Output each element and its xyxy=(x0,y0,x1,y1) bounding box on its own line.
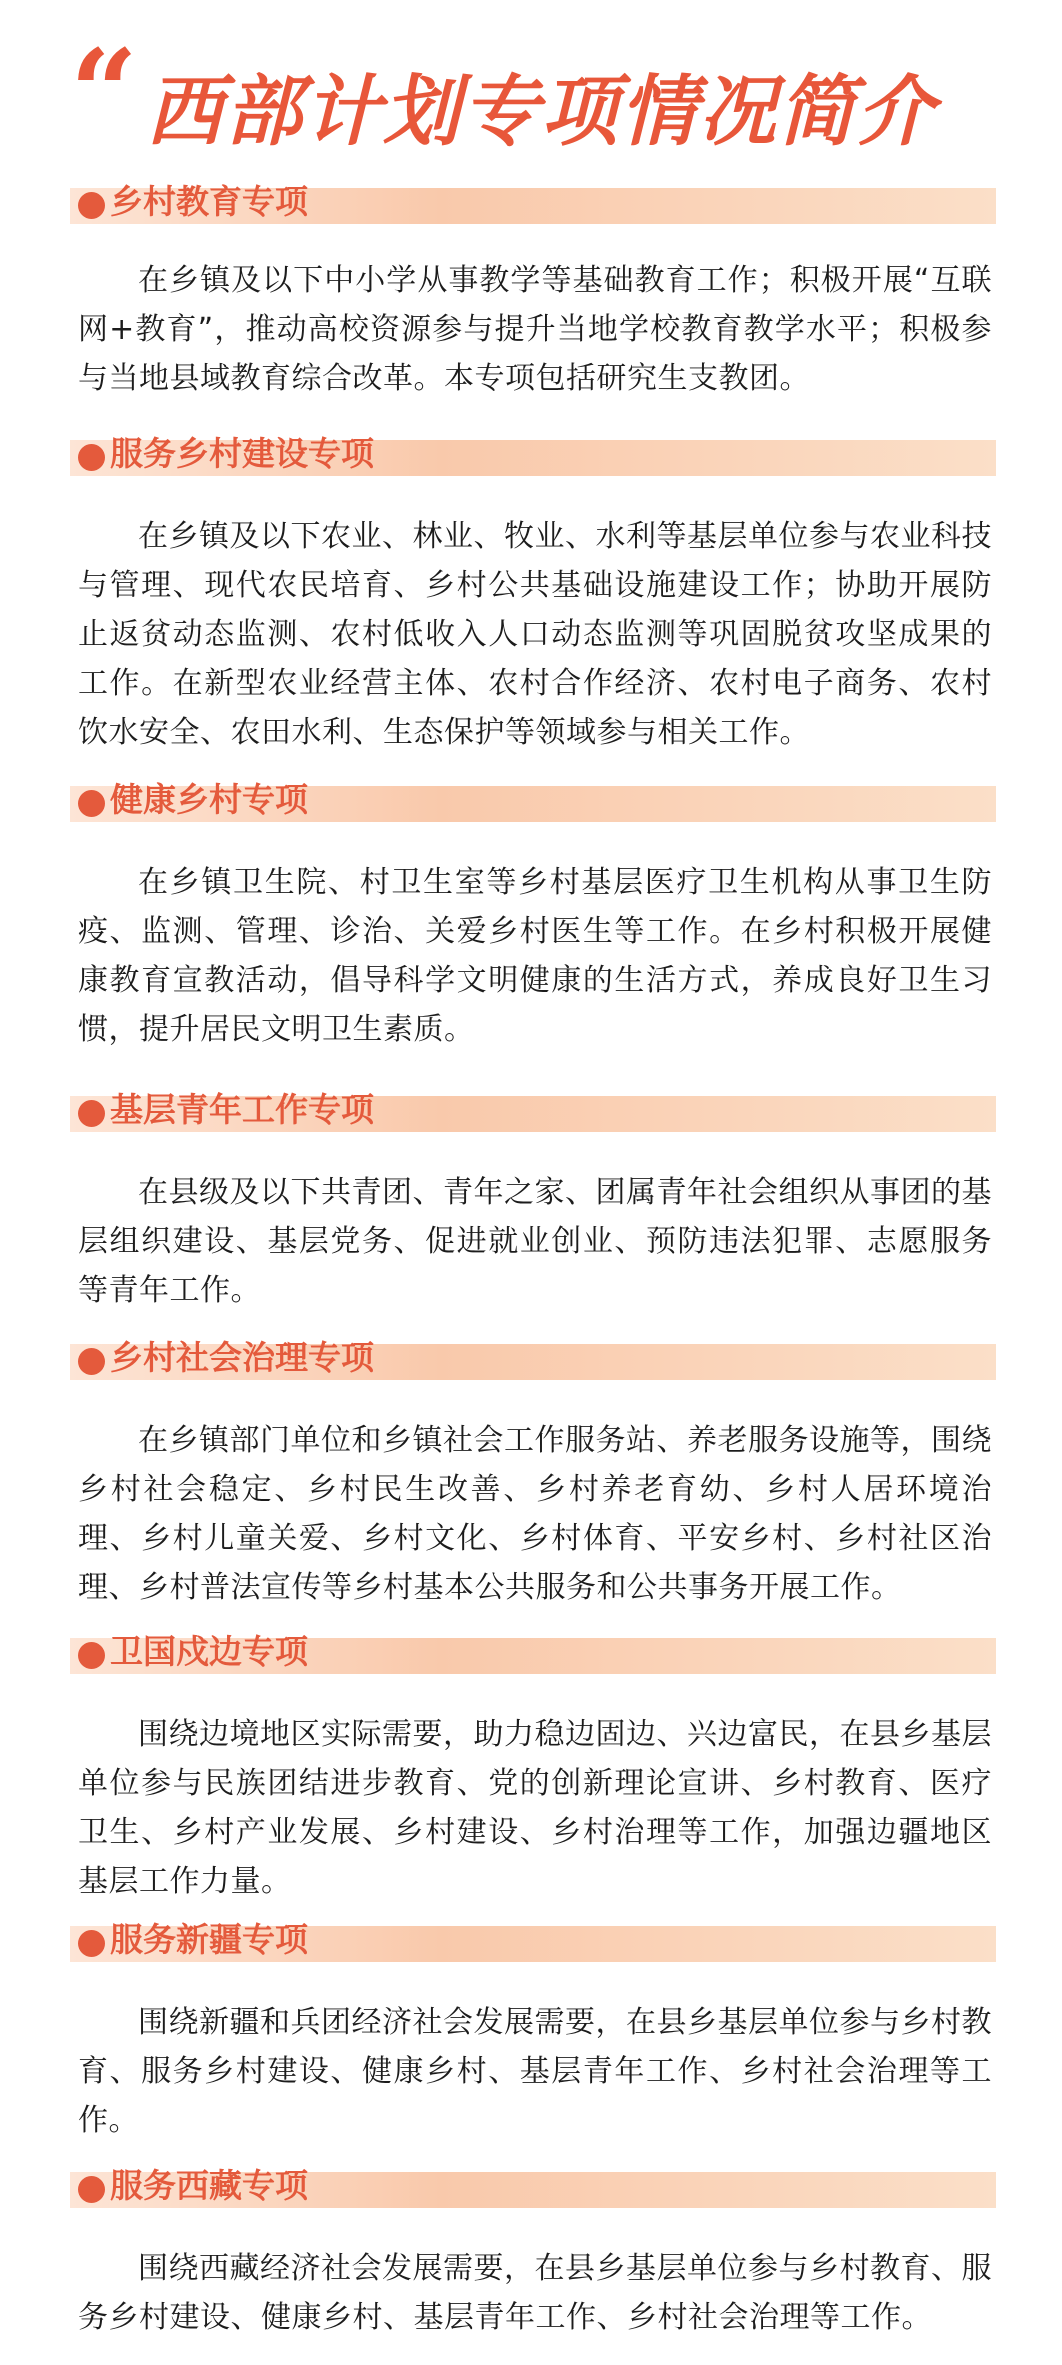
bullet-dot-icon xyxy=(78,2176,105,2203)
section-header xyxy=(0,778,1062,822)
section-heading: 基层青年工作专项 xyxy=(110,1090,374,1129)
title-block xyxy=(70,23,936,168)
section-border-defense xyxy=(0,1630,1062,1899)
section-youth-work xyxy=(0,1088,1062,1308)
bullet-dot-icon xyxy=(78,790,105,817)
section-heading: 服务乡村建设专项 xyxy=(110,434,374,473)
section-heading: 服务西藏专项 xyxy=(110,2166,308,2205)
bullet-dot-icon xyxy=(78,192,105,219)
section-social-governance xyxy=(0,1336,1062,1605)
section-body: 围绕西藏经济社会发展需要，在县乡基层单位参与乡村教育、服务乡村建设、健康乡村、基层青年工作、乡村社会治理等工作。 xyxy=(78,2251,992,2335)
section-header xyxy=(0,1630,1062,1674)
section-header xyxy=(0,1918,1062,1962)
section-body: 在乡镇及以下农业、林业、牧业、水利等基层单位参与农业科技与管理、现代农民培育、乡村公共基础设施建设工作；协助开展防止返贫动态监测、农村低收入人口动态监测等巩固脱贫攻坚成果的工作。在新型农业经营主体、农村合作经济、农村电子商务、农村饮水安全、农田水利、生态保护等领域参与相关工作。 xyxy=(78,519,992,750)
section-body: 在乡镇及以下中小学从事教学等基础教育工作；积极开展“互联网+教育”，推动高校资源参与提升当地学校教育教学水平；积极参与当地县域教育综合改革。本专项包括研究生支教团。 xyxy=(78,263,992,396)
quote-mark-icon: “ xyxy=(70,23,138,162)
section-body: 围绕边境地区实际需要，助力稳边固边、兴边富民，在县乡基层单位参与民族团结进步教育、党的创新理论宣讲、乡村教育、医疗卫生、乡村产业发展、乡村建设、乡村治理等工作，加强边疆地区基层工作力量。 xyxy=(78,1717,992,1899)
section-rural-construction xyxy=(0,432,1062,750)
page-title: 西部计划专项情况简介 xyxy=(145,68,936,157)
section-heading: 乡村社会治理专项 xyxy=(110,1338,374,1377)
bullet-dot-icon xyxy=(78,1348,105,1375)
section-xinjiang xyxy=(0,1918,1062,2138)
section-header xyxy=(0,2164,1062,2208)
section-header xyxy=(0,1336,1062,1380)
section-body: 在乡镇卫生院、村卫生室等乡村基层医疗卫生机构从事卫生防疫、监测、管理、诊治、关爱乡村医生等工作。在乡村积极开展健康教育宣教活动，倡导科学文明健康的生活方式，养成良好卫生习惯，提升居民文明卫生素质。 xyxy=(78,865,992,1047)
section-tibet xyxy=(0,2164,1062,2335)
section-heading: 健康乡村专项 xyxy=(110,780,308,819)
bullet-dot-icon xyxy=(78,1930,105,1957)
section-heading: 卫国戍边专项 xyxy=(110,1632,308,1671)
bullet-dot-icon xyxy=(78,444,105,471)
section-body: 在乡镇部门单位和乡镇社会工作服务站、养老服务设施等，围绕乡村社会稳定、乡村民生改善、乡村养老育幼、乡村人居环境治理、乡村儿童关爱、乡村文化、乡村体育、平安乡村、乡村社区治理、乡村普法宣传等乡村基本公共服务和公共事务开展工作。 xyxy=(78,1423,992,1605)
section-body: 在县级及以下共青团、青年之家、团属青年社会组织从事团的基层组织建设、基层党务、促进就业创业、预防违法犯罪、志愿服务等青年工作。 xyxy=(78,1175,992,1308)
section-rural-education xyxy=(0,180,1062,396)
bullet-dot-icon xyxy=(78,1100,105,1127)
section-heading: 服务新疆专项 xyxy=(110,1920,308,1959)
section-header xyxy=(0,1088,1062,1132)
section-header xyxy=(0,432,1062,476)
section-body: 围绕新疆和兵团经济社会发展需要，在县乡基层单位参与乡村教育、服务乡村建设、健康乡村、基层青年工作、乡村社会治理等工作。 xyxy=(78,2005,992,2138)
section-header xyxy=(0,180,1062,224)
section-healthy-rural xyxy=(0,778,1062,1047)
section-heading: 乡村教育专项 xyxy=(110,182,308,221)
bullet-dot-icon xyxy=(78,1642,105,1669)
